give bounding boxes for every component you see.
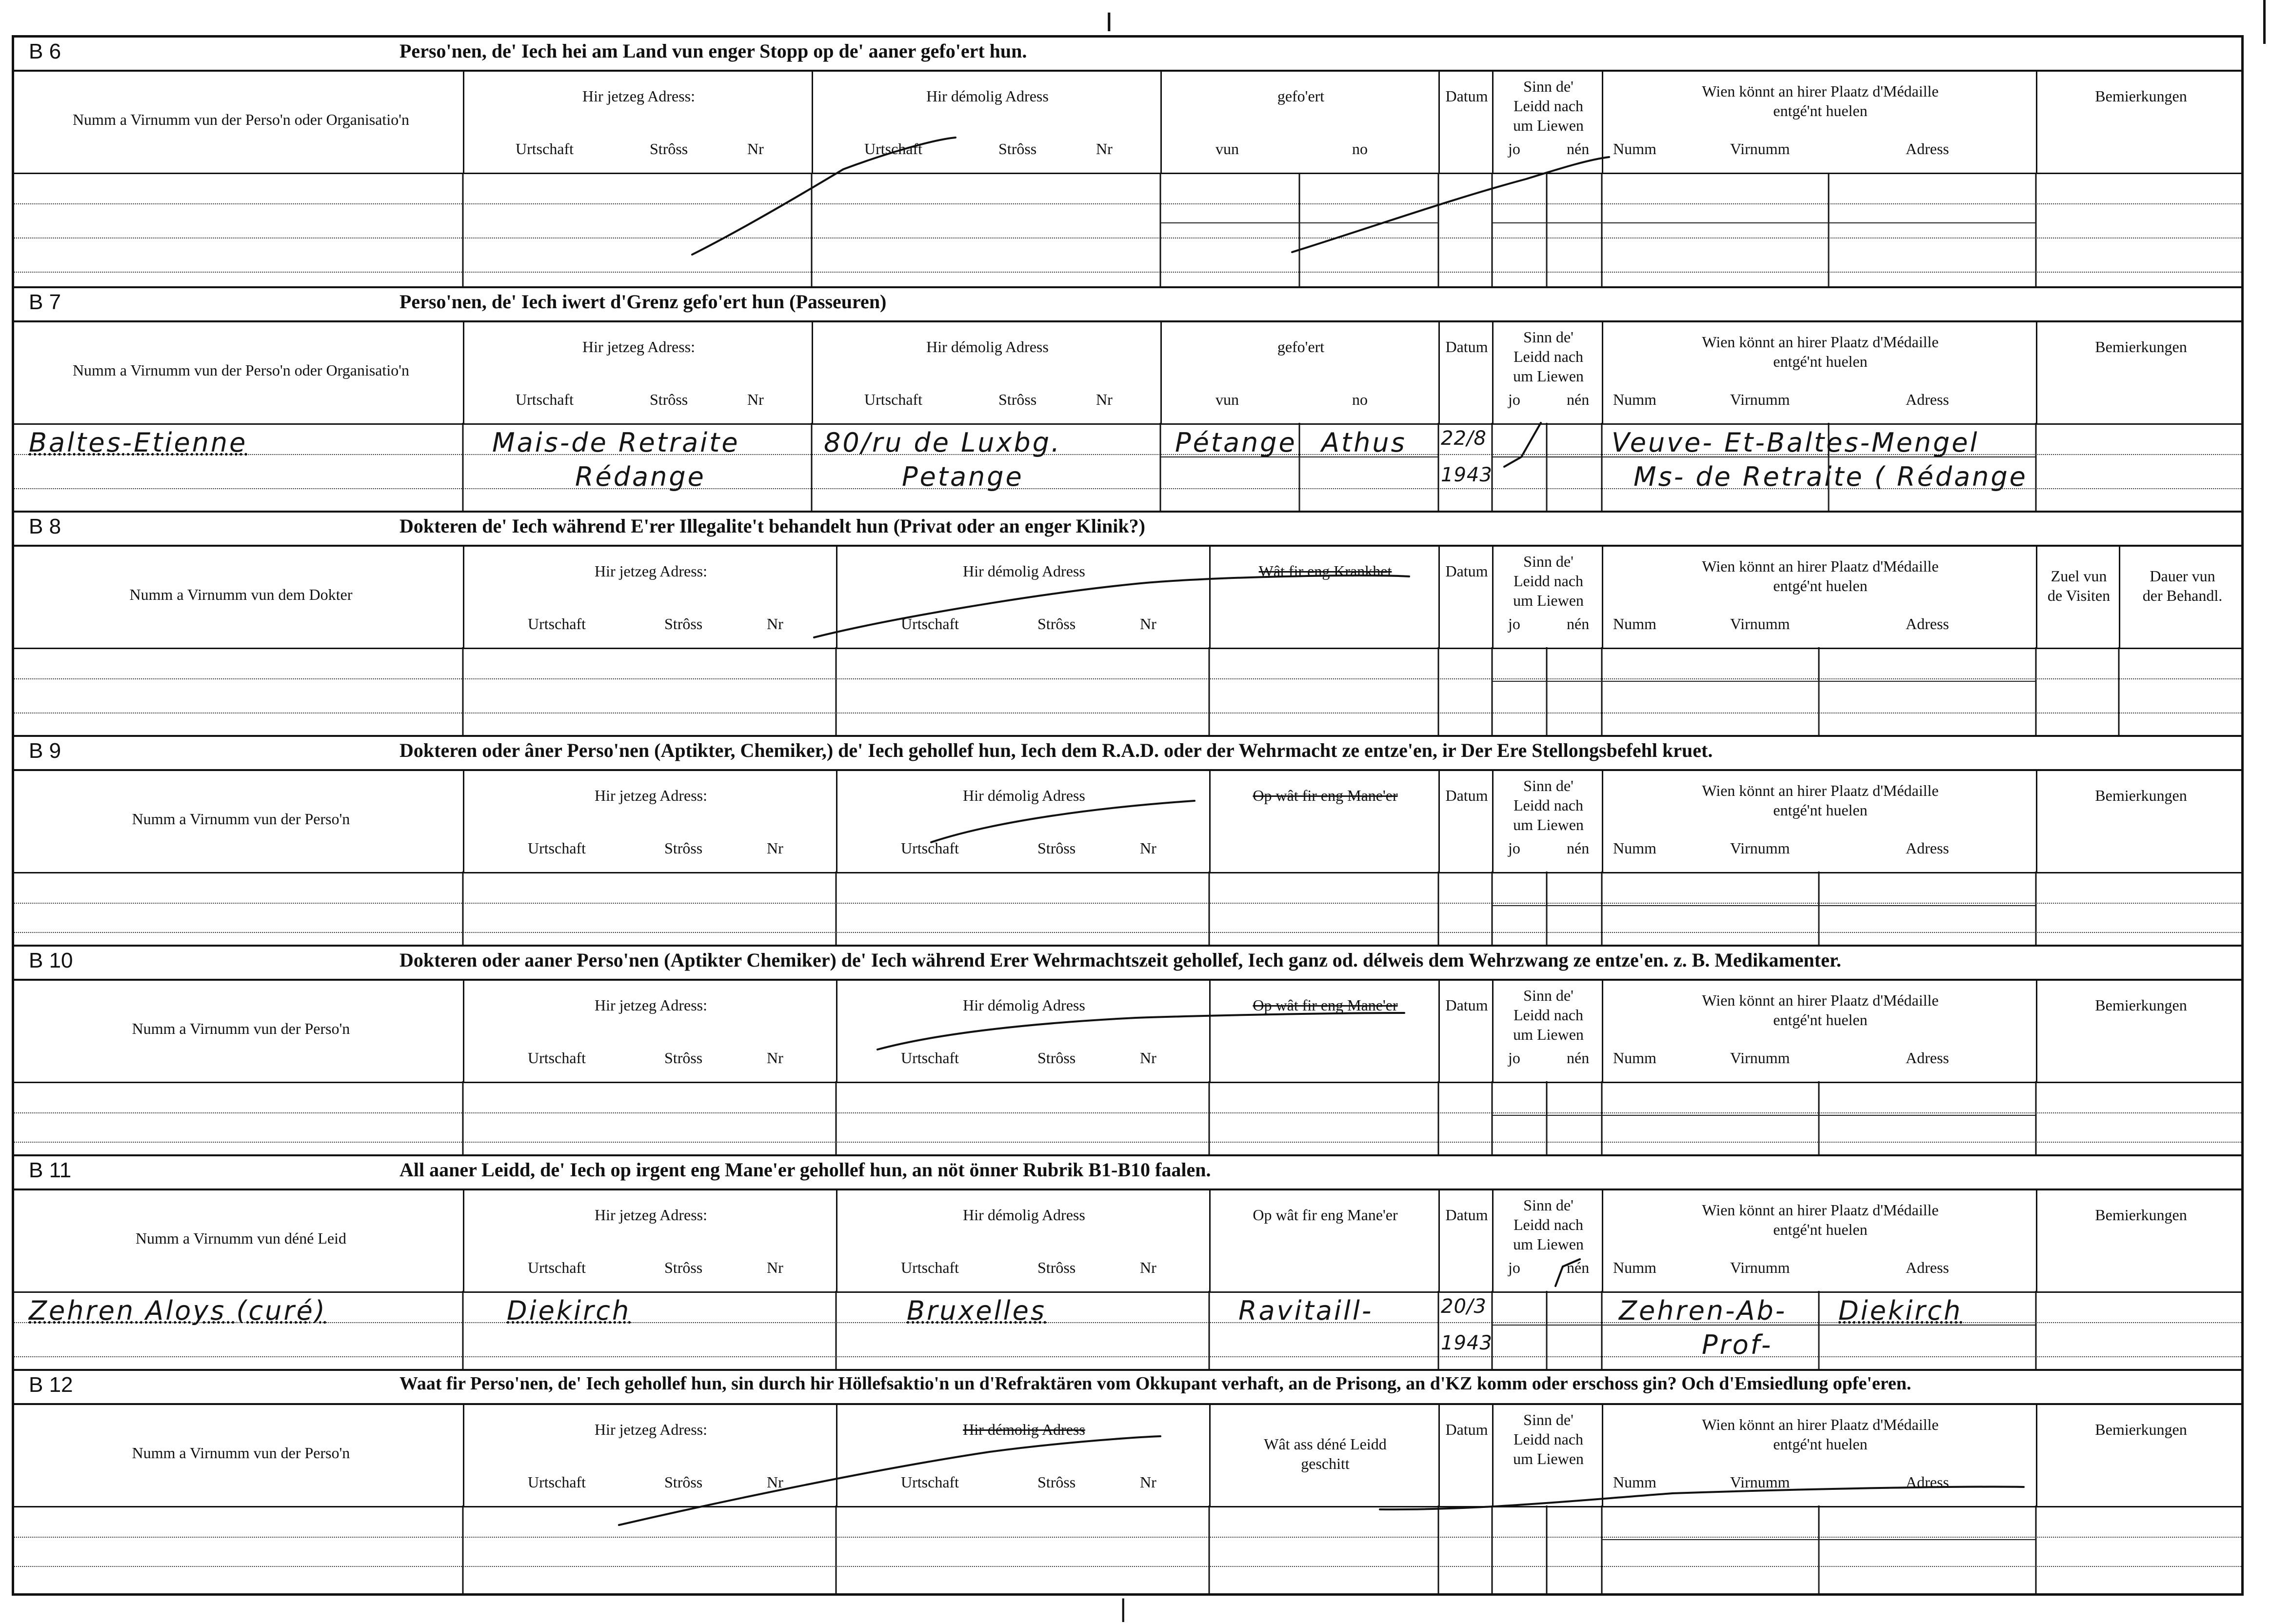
label-numm: Numm — [1613, 1049, 1656, 1067]
section-b7 — [14, 286, 2241, 511]
label-sinn: Sinn de' Leidd nach um Liewen — [1513, 777, 1584, 833]
questionnaire-sheet — [12, 35, 2244, 1596]
label-wien: Wien könnt an hirer Plaatz d'Médaille entgé'nt huelen — [1702, 991, 1939, 1029]
label-urtschaft: Urtschaft — [901, 1473, 959, 1491]
label-stross: Strôss — [1037, 615, 1076, 633]
label-demolig: Hir démolig Adress — [963, 562, 1085, 580]
label-wien: Wien könnt an hirer Plaatz d'Médaille entgé'nt huelen — [1702, 82, 1939, 119]
label-urtschaft: Urtschaft — [528, 1259, 586, 1276]
section-title: Dokteren oder aaner Perso'nen (Aptikter Chemiker) de' Iech während Erer Wehrmachtszeit gehollef, Iech ganz od. délweis dem Wehrzwang ze entze'en. z. B. Medikamenter. — [399, 949, 1841, 971]
label-nr: Nr — [1140, 1473, 1156, 1491]
col-jetzeg — [463, 547, 836, 648]
col-bemierkungen — [2036, 322, 2243, 423]
section-code: B 9 — [29, 739, 61, 763]
label-nr: Nr — [747, 140, 764, 158]
col-datum — [1438, 72, 1492, 173]
label-bemierkungen: Bemierkungen — [2095, 996, 2187, 1014]
label-demolig: Hir démolig Adress — [963, 996, 1085, 1014]
section-code: B 11 — [29, 1158, 72, 1182]
col-gefoert — [1160, 322, 1438, 423]
section-title: Perso'nen, de' Iech iwert d'Grenz gefo'ert hun (Passeuren) — [399, 291, 887, 313]
entry-rows — [14, 1507, 2241, 1590]
label-adress: Adress — [1906, 1259, 1949, 1276]
col-jetzeg — [463, 1405, 836, 1506]
label-stross: Strôss — [664, 839, 703, 857]
col-name-label: Numm a Virnumm vun der Perso'n oder Organisatio'n — [72, 361, 410, 379]
section-code: B 7 — [29, 290, 61, 314]
label-sinn: Sinn de' Leidd nach um Liewen — [1513, 328, 1584, 385]
section-title: Waat fir Perso'nen, de' Iech gehollef hun, sin durch hir Höllefsaktio'n un d'Refraktären vom Okkupant verhaft, an de Prisong, an d'KZ komm oder erschoss gin? Och d'Emsiedlung opfe'eren. — [399, 1373, 1912, 1394]
column-header-row — [14, 771, 2241, 873]
label-demolig: Hir démolig Adress — [963, 1421, 1085, 1438]
label-virnumm: Virnumm — [1730, 615, 1790, 633]
label-bemierkungen: Bemierkungen — [2095, 1421, 2187, 1438]
section-title-bar — [14, 737, 2241, 771]
label-jetzeg: Hir jetzeg Adress: — [594, 787, 708, 804]
entry-jetzeg-urtschaft: Mais-de Retraite — [492, 427, 740, 458]
col-sinn — [1492, 72, 1602, 173]
label-adress: Adress — [1906, 839, 1949, 857]
col-sinn — [1492, 547, 1602, 648]
label-stross: Strôss — [1037, 1259, 1076, 1276]
label-nr: Nr — [1096, 140, 1113, 158]
label-jo: jo — [1508, 140, 1520, 158]
label-datum: Datum — [1445, 787, 1488, 804]
entry-medaille-name: Zehren-Ab- — [1619, 1295, 1787, 1326]
section-title: All aaner Leidd, de' Iech op irgent eng Mane'er gehollef hun, an nöt önner Rubrik B1-B10 faalen. — [399, 1159, 1211, 1181]
label-virnumm: Virnumm — [1730, 391, 1790, 408]
col-datum — [1438, 1190, 1492, 1291]
label-jetzeg: Hir jetzeg Adress: — [594, 562, 708, 580]
col-medaille — [1602, 72, 2036, 173]
col-name-label: Numm a Virnumm vun der Perso'n — [132, 810, 350, 828]
label-wien: Wien könnt an hirer Plaatz d'Médaille entgé'nt huelen — [1702, 333, 1939, 370]
label-jo: jo — [1508, 839, 1520, 857]
col-name-label: Numm a Virnumm vun dem Dokter — [129, 586, 353, 603]
col-datum — [1438, 771, 1492, 872]
label-stross: Strôss — [998, 391, 1037, 408]
label-stross: Strôss — [998, 140, 1037, 158]
label-urtschaft: Urtschaft — [528, 1473, 586, 1491]
label-no: no — [1352, 391, 1368, 408]
label-numm: Numm — [1613, 391, 1656, 408]
label-nr: Nr — [1140, 1259, 1156, 1276]
label-gefoert: gefo'ert — [1277, 87, 1325, 105]
label-demolig: Hir démolig Adress — [926, 87, 1049, 105]
col-medaille — [1602, 322, 2036, 423]
section-title: Dokteren oder âner Perso'nen (Aptikter, Chemiker,) de' Iech gehollef hun, Iech dem R.A.D. oder der Wehrmacht ze entze'en, ir Der Ere Stellongsbefehl kruet. — [399, 739, 1713, 761]
label-urtschaft: Urtschaft — [528, 615, 586, 633]
label-urtschaft: Urtschaft — [516, 391, 574, 408]
col-sinn — [1492, 322, 1602, 423]
label-dauer: Dauer vun der Behandl. — [2142, 567, 2223, 604]
label-bemierkungen: Bemierkungen — [2095, 338, 2187, 356]
col-jetzeg — [463, 72, 812, 173]
label-bemierkungen: Bemierkungen — [2095, 787, 2187, 804]
col-demolig — [836, 1405, 1209, 1506]
label-jetzeg: Hir jetzeg Adress: — [594, 1206, 708, 1224]
label-stross: Strôss — [650, 140, 688, 158]
label-nr: Nr — [767, 1049, 783, 1067]
col-demolig — [812, 72, 1160, 173]
label-bemierkungen: Bemierkungen — [2095, 1206, 2187, 1224]
col-bemierkungen — [2036, 1405, 2243, 1506]
col-bemierkungen — [2036, 771, 2243, 872]
label-datum: Datum — [1445, 87, 1488, 105]
column-header-row — [14, 322, 2241, 425]
label-nr: Nr — [767, 1473, 783, 1491]
label-bemierkungen: Bemierkungen — [2095, 87, 2187, 105]
entry-datum-day: 22/8 — [1441, 427, 1487, 450]
label-virnumm: Virnumm — [1730, 839, 1790, 857]
label-numm: Numm — [1613, 1473, 1656, 1491]
label-geschitt: Wât ass déné Leidd geschitt — [1264, 1435, 1387, 1472]
section-b8 — [14, 511, 2241, 735]
col-jetzeg — [463, 1190, 836, 1291]
col-name-label: Numm a Virnumm vun déné Leid — [135, 1229, 347, 1247]
entry-demolig-urtschaft: Petange — [902, 461, 1024, 492]
label-demolig: Hir démolig Adress — [963, 787, 1085, 804]
col-maneer — [1209, 771, 1438, 872]
column-header-row — [14, 547, 2241, 649]
section-title-bar — [14, 947, 2241, 981]
col-sinn — [1492, 1405, 1602, 1506]
label-stross: Strôss — [664, 1049, 703, 1067]
entry-demolig-urtschaft: Bruxelles — [907, 1295, 1047, 1326]
col-medaille — [1602, 981, 2036, 1082]
label-urtschaft: Urtschaft — [901, 1049, 959, 1067]
section-title-bar — [14, 38, 2241, 72]
label-datum: Datum — [1445, 1421, 1488, 1438]
col-maneer — [1209, 1190, 1438, 1291]
label-jetzeg: Hir jetzeg Adress: — [582, 338, 696, 356]
col-datum — [1438, 1405, 1492, 1506]
col-name-label: Numm a Virnumm vun der Perso'n oder Organisatio'n — [72, 111, 410, 128]
entry-maneer: Ravitaill- — [1238, 1295, 1374, 1326]
section-title: Dokteren de' Iech während E'rer Illegalite't behandelt hun (Privat oder an enger Klinik?) — [399, 515, 1145, 537]
label-no: no — [1352, 140, 1368, 158]
label-nen: nén — [1567, 615, 1590, 633]
col-medaille — [1602, 1405, 2036, 1506]
col-bemierkungen — [2036, 1190, 2243, 1291]
entry-no: Athus — [1321, 427, 1407, 458]
label-urtschaft: Urtschaft — [528, 839, 586, 857]
entry-medaille-adress: Diekirch — [1838, 1295, 1963, 1326]
label-adress: Adress — [1906, 140, 1949, 158]
entry-rows — [14, 649, 2241, 737]
label-nen: nén — [1567, 1049, 1590, 1067]
entry-jetzeg-urtschaft: Diekirch — [507, 1295, 631, 1326]
col-medaille — [1602, 1190, 2036, 1291]
label-sinn: Sinn de' Leidd nach um Liewen — [1513, 987, 1584, 1043]
label-vun: vun — [1215, 391, 1239, 408]
label-urtschaft: Urtschaft — [901, 1259, 959, 1276]
label-sinn: Sinn de' Leidd nach um Liewen — [1513, 78, 1584, 134]
col-sinn — [1492, 771, 1602, 872]
label-jo: jo — [1508, 391, 1520, 408]
label-jetzeg: Hir jetzeg Adress: — [594, 996, 708, 1014]
label-urtschaft: Urtschaft — [516, 140, 574, 158]
label-virnumm: Virnumm — [1730, 1259, 1790, 1276]
label-nen: nén — [1567, 391, 1590, 408]
label-numm: Numm — [1613, 615, 1656, 633]
label-stross: Strôss — [664, 1473, 703, 1491]
label-sinn: Sinn de' Leidd nach um Liewen — [1513, 553, 1584, 609]
section-b11 — [14, 1154, 2241, 1369]
label-stross: Strôss — [664, 1259, 703, 1276]
label-nr: Nr — [1096, 391, 1113, 408]
section-b10 — [14, 945, 2241, 1154]
section-code: B 8 — [29, 515, 61, 538]
label-urtschaft: Urtschaft — [901, 839, 959, 857]
column-header-row — [14, 1405, 2241, 1507]
label-stross: Strôss — [1037, 839, 1076, 857]
label-numm: Numm — [1613, 140, 1656, 158]
entry-medaille-name: Veuve- Et-Baltes-Mengel — [1612, 427, 1979, 458]
entry-demolig-street: 80/ru de Luxbg. — [824, 427, 1062, 458]
col-gefoert — [1160, 72, 1438, 173]
label-datum: Datum — [1445, 1206, 1488, 1224]
label-numm: Numm — [1613, 1259, 1656, 1276]
label-sinn: Sinn de' Leidd nach um Liewen — [1513, 1411, 1584, 1467]
label-virnumm: Virnumm — [1730, 1473, 1790, 1491]
label-wien: Wien könnt an hirer Plaatz d'Médaille entgé'nt huelen — [1702, 782, 1939, 819]
label-jo: jo — [1508, 1049, 1520, 1067]
label-nr: Nr — [767, 1259, 783, 1276]
label-virnumm: Virnumm — [1730, 140, 1790, 158]
col-geschitt — [1209, 1405, 1438, 1506]
entry-rows — [14, 174, 2241, 286]
label-demolig: Hir démolig Adress — [963, 1206, 1085, 1224]
label-stross: Strôss — [1037, 1473, 1076, 1491]
page-mark-top: I — [1105, 6, 1113, 37]
section-b12 — [14, 1369, 2241, 1594]
col-demolig — [836, 981, 1209, 1082]
label-zuel: Zuel vun de Visiten — [2047, 567, 2111, 604]
col-datum — [1438, 547, 1492, 648]
label-jo: jo — [1508, 615, 1520, 633]
label-stross: Strôss — [1037, 1049, 1076, 1067]
col-jetzeg — [463, 981, 836, 1082]
col-datum — [1438, 322, 1492, 423]
section-b6 — [14, 38, 2241, 286]
entry-datum-year: 1943 — [1441, 464, 1493, 486]
entry-name: Baltes-Etienne — [29, 427, 248, 458]
col-demolig — [812, 322, 1160, 423]
label-jetzeg: Hir jetzeg Adress: — [582, 87, 696, 105]
label-stross: Strôss — [650, 391, 688, 408]
col-dauer — [2119, 547, 2243, 648]
entry-rows — [14, 1083, 2241, 1156]
label-nr: Nr — [767, 615, 783, 633]
label-adress: Adress — [1906, 615, 1949, 633]
label-nen: nén — [1567, 140, 1590, 158]
section-title-bar — [14, 513, 2241, 547]
label-datum: Datum — [1445, 996, 1488, 1014]
section-title-bar — [14, 1156, 2241, 1190]
column-header-row — [14, 72, 2241, 174]
page-mark-bottom: | — [1120, 1594, 1127, 1623]
label-urtschaft: Urtschaft — [864, 391, 923, 408]
col-maneer — [1209, 981, 1438, 1082]
label-jetzeg: Hir jetzeg Adress: — [594, 1421, 708, 1438]
entry-rows — [14, 873, 2241, 947]
col-krankhet — [1209, 547, 1438, 648]
label-jo: jo — [1508, 1259, 1520, 1276]
label-datum: Datum — [1445, 562, 1488, 580]
column-header-row — [14, 1190, 2241, 1293]
label-urtschaft: Urtschaft — [901, 615, 959, 633]
col-medaille — [1602, 771, 2036, 872]
column-header-row — [14, 981, 2241, 1083]
entry-datum-year: 1943 — [1441, 1332, 1493, 1354]
col-bemierkungen — [2036, 72, 2243, 173]
fold-mark-right — [2263, 0, 2266, 44]
col-jetzeg — [463, 771, 836, 872]
entry-datum-day: 20/3 — [1441, 1295, 1487, 1318]
label-vun: vun — [1215, 140, 1239, 158]
section-title-bar — [14, 1371, 2241, 1405]
section-code: B 6 — [29, 40, 61, 63]
section-title-bar — [14, 288, 2241, 322]
label-nr: Nr — [767, 839, 783, 857]
label-maneer: Op wât fir eng Mane'er — [1253, 1206, 1398, 1224]
entry-rows — [14, 1293, 2241, 1371]
label-wien: Wien könnt an hirer Plaatz d'Médaille entgé'nt huelen — [1702, 1416, 1939, 1453]
col-bemierkungen — [2036, 981, 2243, 1082]
col-zuel — [2036, 547, 2119, 648]
col-sinn — [1492, 1190, 1602, 1291]
col-demolig — [836, 771, 1209, 872]
label-virnumm: Virnumm — [1730, 1049, 1790, 1067]
label-gefoert: gefo'ert — [1277, 338, 1325, 356]
label-krankhet: Wât fir eng Krankhet — [1258, 562, 1392, 580]
col-demolig — [836, 547, 1209, 648]
label-nen: nén — [1567, 839, 1590, 857]
col-sinn — [1492, 981, 1602, 1082]
label-maneer: Op wât fir eng Mane'er — [1253, 996, 1398, 1014]
col-demolig — [836, 1190, 1209, 1291]
label-adress: Adress — [1906, 391, 1949, 408]
label-sinn: Sinn de' Leidd nach um Liewen — [1513, 1196, 1584, 1253]
col-name-label: Numm a Virnumm vun der Perso'n — [132, 1020, 350, 1037]
label-urtschaft: Urtschaft — [864, 140, 923, 158]
label-urtschaft: Urtschaft — [528, 1049, 586, 1067]
col-datum — [1438, 981, 1492, 1082]
label-nr: Nr — [1140, 839, 1156, 857]
label-adress: Adress — [1906, 1049, 1949, 1067]
label-wien: Wien könnt an hirer Plaatz d'Médaille entgé'nt huelen — [1702, 1201, 1939, 1238]
entry-medaille-virnumm: Prof- — [1702, 1329, 1773, 1360]
label-demolig: Hir démolig Adress — [926, 338, 1049, 356]
section-b9 — [14, 735, 2241, 945]
col-medaille — [1602, 547, 2036, 648]
label-nr: Nr — [1140, 615, 1156, 633]
label-datum: Datum — [1445, 338, 1488, 356]
label-wien: Wien könnt an hirer Plaatz d'Médaille entgé'nt huelen — [1702, 557, 1939, 594]
label-adress: Adress — [1906, 1473, 1949, 1491]
entry-medaille-address: Ms- de Retraite ( Rédange — [1634, 461, 2028, 492]
entry-rows — [14, 425, 2241, 513]
label-nr: Nr — [747, 391, 764, 408]
entry-name: Zehren Aloys (curé) — [29, 1295, 327, 1326]
section-code: B 10 — [29, 949, 73, 972]
label-nen: nén — [1567, 1259, 1590, 1276]
label-numm: Numm — [1613, 839, 1656, 857]
col-jetzeg — [463, 322, 812, 423]
section-code: B 12 — [29, 1373, 73, 1397]
entry-jetzeg-line2: Rédange — [575, 461, 706, 492]
label-maneer: Op wât fir eng Mane'er — [1253, 787, 1398, 804]
label-stross: Strôss — [664, 615, 703, 633]
label-nr: Nr — [1140, 1049, 1156, 1067]
col-name-label: Numm a Virnumm vun der Perso'n — [132, 1444, 350, 1462]
section-title: Perso'nen, de' Iech hei am Land vun enger Stopp op de' aaner gefo'ert hun. — [399, 40, 1027, 62]
entry-vun: Pétange — [1175, 427, 1297, 458]
